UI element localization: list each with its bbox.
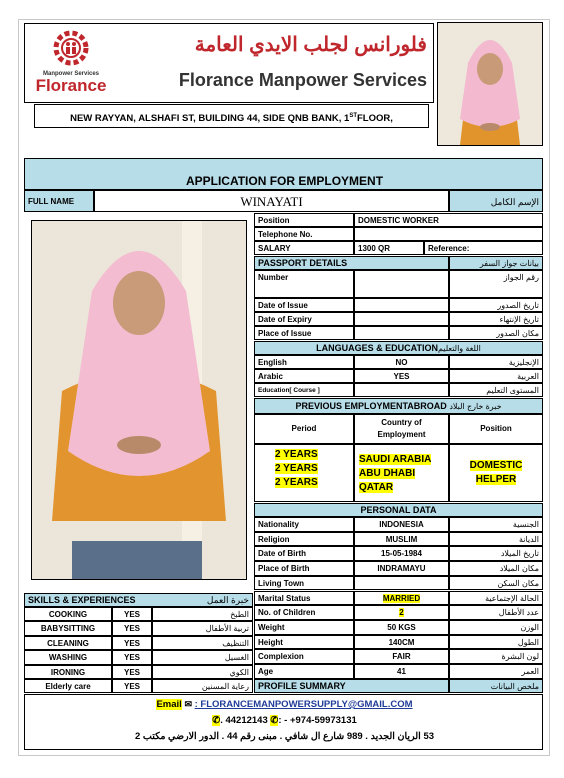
personal-row-value (354, 576, 449, 591)
personal-row-arabic: مكان السكن (449, 576, 543, 591)
place-of-issue-value (354, 326, 449, 340)
country-2: ABU DHABI (359, 468, 416, 479)
company-logo (31, 28, 111, 98)
skills-title-ar: خبرة العمل (206, 595, 249, 605)
arabic-address: 53 الريان الجديد . 989 شارع ال شافي . مبنى رقم 44 . الدور الارضي مكتب 2 (134, 731, 435, 742)
date-of-issue-label: Date of Issue (254, 298, 354, 312)
date-of-issue-arabic: تاريخ الصدور (449, 298, 543, 312)
skill-row-arabic: رعاية المسنين (152, 679, 253, 693)
country-cell (354, 444, 449, 502)
employment-title (254, 398, 543, 414)
personal-row-highlight: MARRIED (382, 593, 421, 603)
skill-row-arabic: الطبخ (152, 607, 253, 621)
personal-row-label: Age (254, 664, 354, 679)
personal-row-label: Marital Status (254, 591, 354, 606)
reference-label: Reference: (424, 241, 543, 255)
position-cell (449, 444, 543, 502)
skills-title (24, 593, 253, 607)
personal-row-arabic: العمر (449, 664, 543, 679)
phone-1[interactable]: . 44212143 (220, 715, 268, 726)
english-label: English (254, 355, 354, 369)
skill-row-label: IRONING (24, 665, 112, 679)
col-position-header: Position (449, 414, 543, 444)
personal-row-arabic: عدد الأطفال (449, 605, 543, 620)
personal-row-arabic: الديانة (449, 532, 543, 547)
personal-row-value: INDRAMAYU (354, 561, 449, 576)
email-value[interactable]: : FLORANCEMANPOWERSUPPLY@GMAIL.COM (194, 699, 413, 710)
skill-row-value: YES (112, 650, 152, 664)
profile-summary-arabic: ملخص البيانات (449, 679, 543, 693)
languages-title-ar: اللغة والتعليم (437, 344, 481, 353)
personal-row-arabic: مكان الميلاد (449, 561, 543, 576)
full-name-label: FULL NAME (24, 190, 94, 212)
personal-row-label: Complexion (254, 649, 354, 664)
skill-row-value: YES (112, 665, 152, 679)
skill-row-label: CLEANING (24, 636, 112, 650)
employment-title-ar: خبرة خارج البلاد (449, 402, 502, 411)
person-fullbody-icon (32, 221, 246, 579)
skill-row-value: YES (112, 607, 152, 621)
date-of-issue-value (354, 298, 449, 312)
personal-row-label: Living Town (254, 576, 354, 591)
personal-title: PERSONAL DATA (254, 503, 543, 517)
salary-label: SALARY (254, 241, 354, 255)
personal-row-value: 140CM (354, 635, 449, 650)
passport-number-value (354, 270, 449, 298)
personal-row-value: MUSLIM (354, 532, 449, 547)
personal-row-arabic: الحالة الإجتماعية (449, 591, 543, 606)
country-3: QATAR (359, 482, 394, 493)
personal-row-value: INDONESIA (354, 517, 449, 532)
col-period-header: Period (254, 414, 354, 444)
personal-row-label: Nationality (254, 517, 354, 532)
address-end: FLOOR, (357, 113, 393, 125)
skill-row-label: COOKING (24, 607, 112, 621)
personal-row-label: Weight (254, 620, 354, 635)
personal-row-value (354, 591, 449, 606)
passport-title: PASSPORT DETAILS (254, 256, 449, 270)
place-of-issue-label: Place of Issue (254, 326, 354, 340)
contact-box (24, 694, 543, 750)
telephone-value (354, 227, 543, 241)
col-country-text: Country of Employment (377, 418, 426, 439)
languages-title (254, 341, 543, 355)
phone-line (25, 715, 544, 726)
arabic-arabic: العربية (449, 369, 543, 383)
mobile-icon: ✆ (270, 715, 279, 726)
personal-row-arabic: الجنسية (449, 517, 543, 532)
date-of-expiry-label: Date of Expiry (254, 312, 354, 326)
personal-row-value: 50 KGS (354, 620, 449, 635)
application-form-page (18, 19, 550, 756)
skill-row-label: BABYSITTING (24, 621, 112, 635)
english-value: NO (354, 355, 449, 369)
salary-value: 1300 QR (354, 241, 424, 255)
arabic-value: YES (354, 369, 449, 383)
person-portrait-icon (438, 23, 542, 145)
position-label: Position (254, 213, 354, 227)
personal-row-value: 41 (354, 664, 449, 679)
skill-row-arabic: الكوي (152, 665, 253, 679)
date-of-expiry-value (354, 312, 449, 326)
personal-row-arabic: الطول (449, 635, 543, 650)
skill-row-label: Elderly care (24, 679, 112, 693)
personal-row-label: Place of Birth (254, 561, 354, 576)
email-label: Email (156, 699, 182, 710)
passport-title-arabic: بيانات جواز السفر (449, 256, 543, 270)
email-line (25, 699, 544, 710)
col-country-header (354, 414, 449, 444)
gear-logo-icon (47, 28, 95, 68)
skill-row-value: YES (112, 621, 152, 635)
date-of-expiry-arabic: تاريخ الإنتهاء (449, 312, 543, 326)
address-box (34, 104, 429, 128)
personal-row-highlight: 2 (399, 608, 404, 618)
languages-title-en: LANGUAGES & EDUCATION (316, 343, 438, 353)
personal-row-arabic: الوزن (449, 620, 543, 635)
period-2: 2 YEARS (275, 463, 318, 474)
personal-row-value: 15-05-1984 (354, 546, 449, 561)
phone-icon: ✆ (212, 715, 221, 726)
period-1: 2 YEARS (275, 449, 318, 460)
passport-number-arabic: رقم الجواز (449, 270, 543, 298)
applicant-photo-small (437, 22, 543, 146)
personal-row-label: Date of Birth (254, 546, 354, 561)
form-title: APPLICATION FOR EMPLOYMENT (185, 174, 384, 188)
personal-row-arabic: لون البشرة (449, 649, 543, 664)
position-line-2: HELPER (475, 474, 517, 485)
title-band (24, 158, 543, 190)
employment-title-en: PREVIOUS EMPLOYMENTABROAD (295, 401, 447, 411)
skill-row-value: YES (112, 636, 152, 650)
position-line-1: DOMESTIC (469, 460, 523, 471)
period-cell (254, 444, 354, 502)
skill-row-label: WASHING (24, 650, 112, 664)
skill-row-arabic: الغسيل (152, 650, 253, 664)
company-name-arabic: فلورانس لجلب الايدي العامة (194, 34, 427, 56)
mail-icon: ✉ (184, 699, 192, 709)
english-arabic: الإنجليزية (449, 355, 543, 369)
address-sup: ST (349, 113, 357, 119)
telephone-label: Telephone No. (254, 227, 354, 241)
skill-row-arabic: التنظيف (152, 636, 253, 650)
logo-text: Florance (35, 76, 107, 95)
applicant-photo-large (31, 220, 247, 580)
company-name-english: Florance Manpower Services (178, 70, 427, 90)
personal-row-label: No. of Children (254, 605, 354, 620)
full-name-arabic: الإسم الكامل (449, 190, 543, 212)
personal-row-value: FAIR (354, 649, 449, 664)
personal-row-label: Height (254, 635, 354, 650)
skills-title-en: SKILLS & EXPERIENCES (28, 595, 136, 605)
profile-summary-label: PROFILE SUMMARY (254, 679, 449, 693)
place-of-issue-arabic: مكان الصدور (449, 326, 543, 340)
phone-2[interactable]: : - +974-59973131 (278, 715, 357, 726)
address-text: NEW RAYYAN, ALSHAFI ST, BUILDING 44, SIDE QNB BANK, 1 (70, 113, 350, 125)
country-1: SAUDI ARABIA (359, 454, 432, 465)
education-value (354, 383, 449, 397)
position-value: DOMESTIC WORKER (354, 213, 543, 227)
passport-number-label: Number (254, 270, 354, 298)
period-3: 2 YEARS (275, 477, 318, 488)
education-arabic: المستوى التعليم (449, 383, 543, 397)
education-label: Education[ Course ] (254, 383, 354, 397)
letterhead-box (24, 23, 434, 103)
personal-row-arabic: تاريخ الميلاد (449, 546, 543, 561)
personal-row-value (354, 605, 449, 620)
logo-subtitle: Manpower Services (42, 71, 100, 77)
personal-row-label: Religion (254, 532, 354, 547)
arabic-label: Arabic (254, 369, 354, 383)
skill-row-arabic: تربية الأطفال (152, 621, 253, 635)
full-name-value: WINAYATI (94, 190, 449, 212)
skill-row-value: YES (112, 679, 152, 693)
